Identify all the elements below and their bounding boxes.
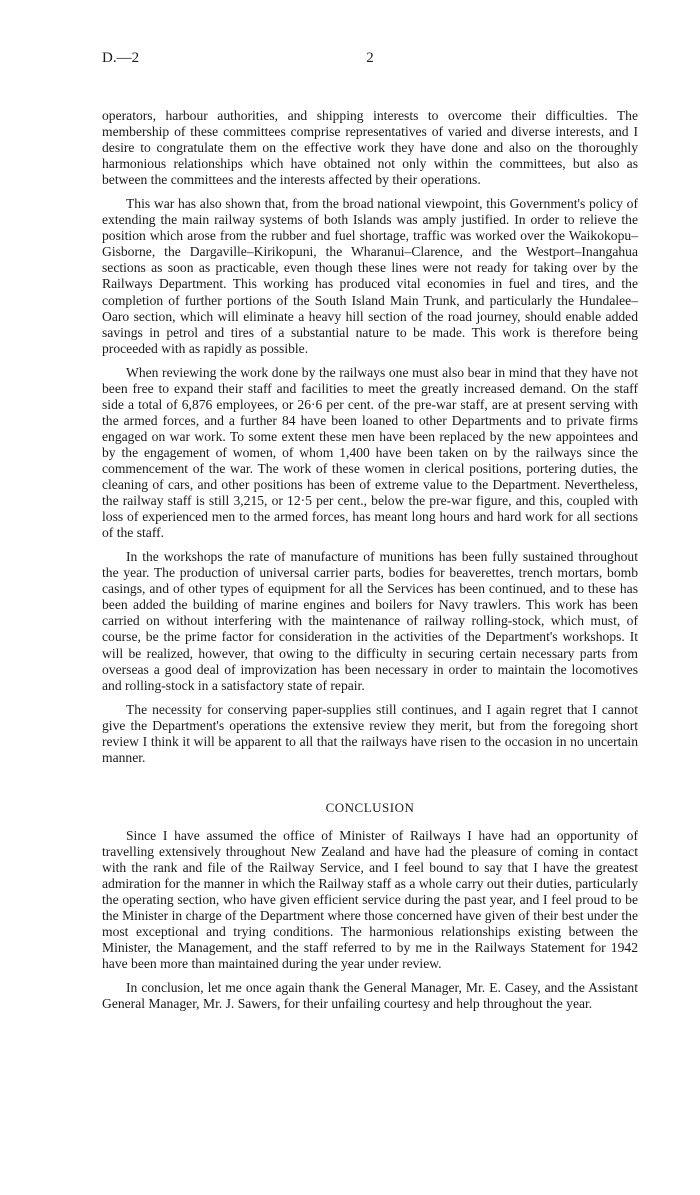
paragraph: In conclusion, let me once again thank the General Manager, Mr. E. Casey, and the Assistant General Manager, Mr. J. Sawers, for their unfailing courtesy and help throughout the year. [102, 980, 638, 1012]
paragraph: The necessity for conserving paper-supplies still continues, and I again regret that I cannot give the Department's operations the extensive review they merit, but from the foregoing short review I think it will be apparent to all that the railways have risen to the occasion in no uncertain manner. [102, 701, 638, 765]
page-number: 2 [366, 50, 374, 66]
section-heading-conclusion: CONCLUSION [325, 799, 415, 815]
paragraph: When reviewing the work done by the railways one must also bear in mind that they have not been free to expand their staff and facilities to meet the greatly increased demand. On the staff side a total of 6,876 employees, or 26·6 per cent. of the pre-war staff, are at present serving with the armed forces, and a further 84 have been loaned to other Departments and to private firms engaged on war work. To some extent these men have been replaced by the new appointees and by the engagement of women, of whom 1,400 have been taken on by the railways since the commencement of the war. The work of these women in clerical positions, portering duties, the cleaning of cars, and other positions has been of extreme value to the Department. Nevertheless, the railway staff is still 3,215, or 12·5 per cent., below the pre-war figure, and this, coupled with loss of experienced men to the armed forces, has meant long hours and hard work for all sections of the staff. [102, 364, 638, 541]
paragraph: In the workshops the rate of manufacture of munitions has been fully sustained throughout the year. The production of universal carrier parts, bodies for beaverettes, trench mortars, bomb casings, and of other types of equipment for all the Services has been continued, and to these has been added the building of marine engines and boilers for Navy trawlers. This work has been carried on without interfering with the maintenance of railway rolling-stock, which must, of course, be the prime factor for consideration in the activities of the Department's workshops. It will be realized, however, that owing to the difficulty in securing certain necessary parts from overseas a good deal of improvization has been necessary in order to maintain the locomotives and rolling-stock in a satisfactory state of repair. [102, 549, 638, 693]
page-header [102, 50, 638, 72]
document-reference: D.—2 [102, 50, 140, 66]
document-body [102, 108, 638, 1020]
paragraph: This war has also shown that, from the broad national viewpoint, this Government's policy of extending the main railway systems of both Islands was amply justified. In order to relieve the position which arose from the rubber and fuel shortage, traffic was worked over the Waikokopu–Gisborne, the Dargaville–Kirikopuni, the Wharanui–Clarence, and the Westport–Inangahua sections as soon as practicable, even though these lines were not ready for taking over by the Railways Department. This working has produced vital economies in fuel and tires, and the completion of further portions of the South Island Main Trunk, and particularly the Hundalee–Oaro section, which will eliminate a heavy hill section of the road journey, should enable added savings in petrol and tires of a substantial nature to be made. This work is therefore being proceeded with as rapidly as possible. [102, 196, 638, 356]
paragraph: Since I have assumed the office of Minister of Railways I have had an opportunity of travelling extensively throughout New Zealand and have had the pleasure of coming in contact with the rank and file of the Railway Service, and I feel bound to say that I have the greatest admiration for the manner in which the Railway staff as a whole carry out their duties, particularly the operating section, who have given efficient service during the past year, and I feel proud to be the Minister in charge of the Department where those concerned have given of their best under the most exceptional and trying conditions. The harmonious relationships existing between the Minister, the Management, and the staff referred to by me in the Railways Statement for 1942 have been more than maintained during the year under review. [102, 827, 638, 972]
paragraph: operators, harbour authorities, and shipping interests to overcome their difficulties. The membership of these committees comprise representatives of varied and diverse interests, and I desire to congratulate them on the effective work they have done and also on the thoroughly harmonious relationships which have obtained not only within the committees, but also as between the committees and the interests affected by their operations. [102, 108, 638, 188]
